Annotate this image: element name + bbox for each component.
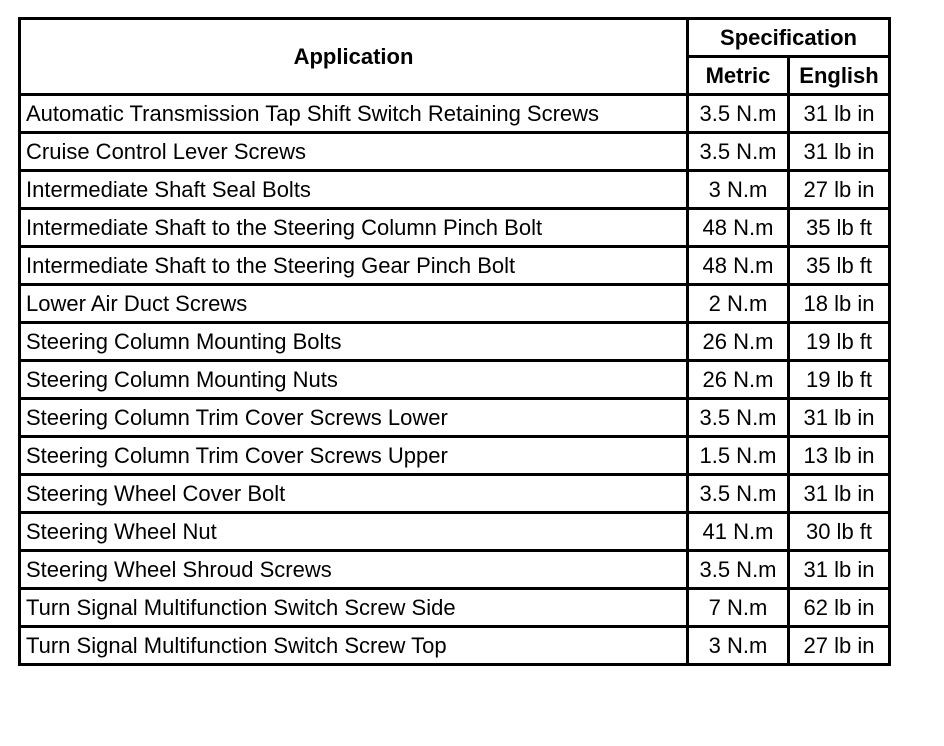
metric-value-cell: 3 N.m	[688, 627, 789, 665]
table-row	[20, 551, 890, 589]
application-cell: Steering Column Trim Cover Screws Lower	[20, 399, 688, 437]
english-value-cell: 30 lb ft	[789, 513, 890, 551]
application-cell: Intermediate Shaft to the Steering Column Pinch Bolt	[20, 209, 688, 247]
table-row	[20, 323, 890, 361]
english-value-cell: 19 lb ft	[789, 361, 890, 399]
english-value-cell: 31 lb in	[789, 551, 890, 589]
metric-value-cell: 3.5 N.m	[688, 551, 789, 589]
table-row	[20, 437, 890, 475]
application-column-header: Application	[20, 19, 688, 95]
metric-value-cell: 26 N.m	[688, 361, 789, 399]
metric-value-cell: 3.5 N.m	[688, 133, 789, 171]
metric-value-cell: 3 N.m	[688, 171, 789, 209]
table-row	[20, 589, 890, 627]
metric-column-header: Metric	[688, 57, 789, 95]
english-value-cell: 62 lb in	[789, 589, 890, 627]
application-cell: Intermediate Shaft to the Steering Gear Pinch Bolt	[20, 247, 688, 285]
table-row	[20, 171, 890, 209]
application-cell: Steering Wheel Nut	[20, 513, 688, 551]
table-row	[20, 475, 890, 513]
english-value-cell: 35 lb ft	[789, 209, 890, 247]
metric-value-cell: 26 N.m	[688, 323, 789, 361]
metric-value-cell: 3.5 N.m	[688, 475, 789, 513]
english-value-cell: 31 lb in	[789, 133, 890, 171]
application-cell: Steering Column Trim Cover Screws Upper	[20, 437, 688, 475]
metric-value-cell: 48 N.m	[688, 247, 789, 285]
english-column-header: English	[789, 57, 890, 95]
metric-value-cell: 3.5 N.m	[688, 399, 789, 437]
metric-value-cell: 3.5 N.m	[688, 95, 789, 133]
table-row	[20, 95, 890, 133]
table-row	[20, 285, 890, 323]
specification-column-header: Specification	[688, 19, 890, 57]
metric-value-cell: 2 N.m	[688, 285, 789, 323]
application-cell: Steering Column Mounting Nuts	[20, 361, 688, 399]
table-row	[20, 247, 890, 285]
application-cell: Automatic Transmission Tap Shift Switch Retaining Screws	[20, 95, 688, 133]
metric-value-cell: 1.5 N.m	[688, 437, 789, 475]
application-cell: Turn Signal Multifunction Switch Screw Top	[20, 627, 688, 665]
table-row	[20, 361, 890, 399]
application-cell: Steering Column Mounting Bolts	[20, 323, 688, 361]
english-value-cell: 27 lb in	[789, 171, 890, 209]
application-cell: Turn Signal Multifunction Switch Screw Side	[20, 589, 688, 627]
table-row	[20, 513, 890, 551]
metric-value-cell: 7 N.m	[688, 589, 789, 627]
fastener-torque-table	[18, 17, 891, 666]
english-value-cell: 31 lb in	[789, 399, 890, 437]
english-value-cell: 31 lb in	[789, 95, 890, 133]
english-value-cell: 35 lb ft	[789, 247, 890, 285]
application-cell: Cruise Control Lever Screws	[20, 133, 688, 171]
table-row	[20, 399, 890, 437]
english-value-cell: 27 lb in	[789, 627, 890, 665]
table-body	[20, 95, 890, 665]
english-value-cell: 31 lb in	[789, 475, 890, 513]
table-row	[20, 133, 890, 171]
application-cell: Lower Air Duct Screws	[20, 285, 688, 323]
application-cell: Steering Wheel Cover Bolt	[20, 475, 688, 513]
english-value-cell: 18 lb in	[789, 285, 890, 323]
english-value-cell: 19 lb ft	[789, 323, 890, 361]
application-cell: Steering Wheel Shroud Screws	[20, 551, 688, 589]
table-row	[20, 627, 890, 665]
metric-value-cell: 48 N.m	[688, 209, 789, 247]
table-row	[20, 209, 890, 247]
table-header	[20, 19, 890, 95]
header-row-top	[20, 19, 890, 57]
metric-value-cell: 41 N.m	[688, 513, 789, 551]
application-cell: Intermediate Shaft Seal Bolts	[20, 171, 688, 209]
english-value-cell: 13 lb in	[789, 437, 890, 475]
